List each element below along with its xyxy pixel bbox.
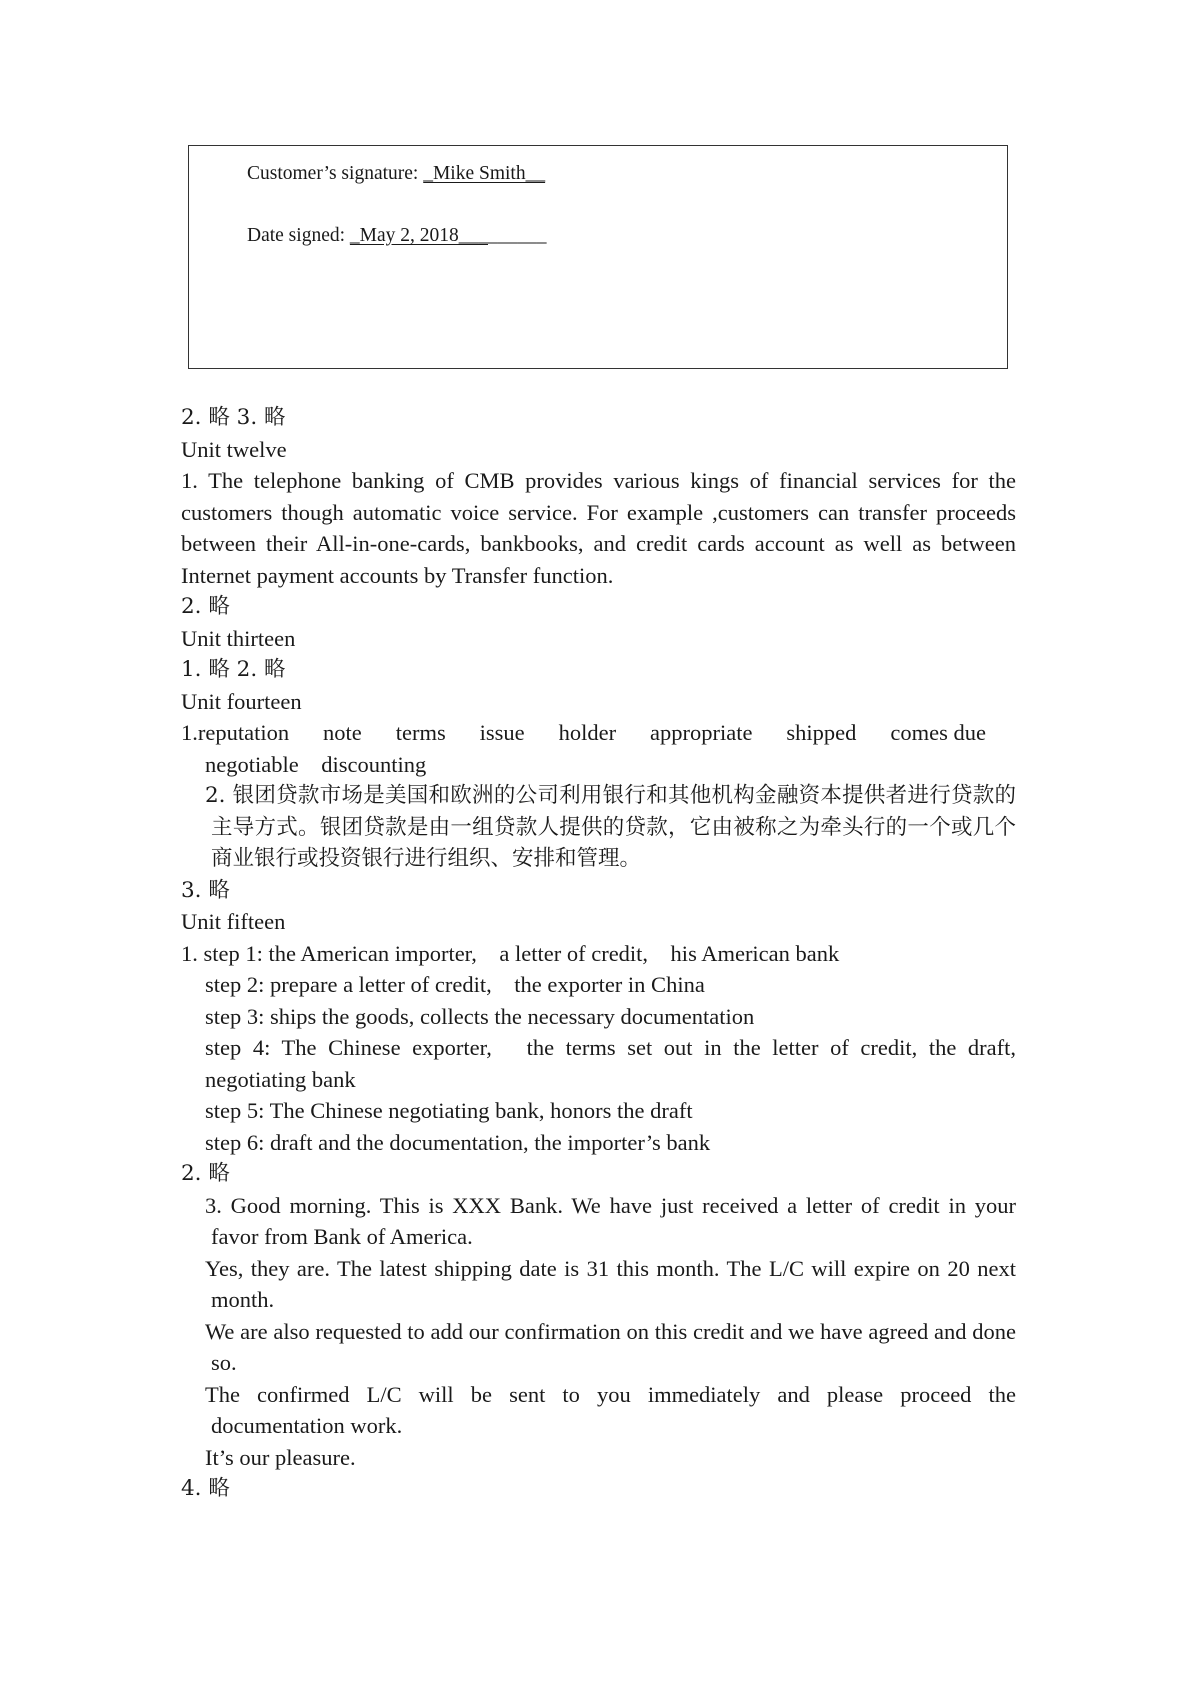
word-item: negotiable — [205, 751, 299, 777]
unit-fifteen-step-4: step 4: The Chinese exporter, the terms set out in the letter of credit, the draft, negotiating bank — [205, 1035, 1022, 1092]
word-prefix: 1.reputation — [181, 720, 290, 745]
customer-signature-line — [247, 162, 545, 186]
unit-fourteen-answer-1-line-2 — [181, 749, 1016, 781]
unit-fifteen-step-6: step 6: draft and the documentation, the importer’s bank — [205, 1129, 711, 1155]
unit-fifteen-dialogue-4: The confirmed L/C will be sent to you immediately and please proceed the documentation work. — [205, 1381, 1016, 1438]
unit-fourteen-heading: Unit fourteen — [181, 688, 302, 714]
signature-box — [188, 145, 1008, 369]
unit-thirteen-heading: Unit thirteen — [181, 625, 296, 651]
unit-fifteen-dialogue-2: Yes, they are. The latest shipping date is 31 this month. The L/C will expire on 20 next month. — [205, 1255, 1016, 1312]
word-item: note — [323, 720, 362, 745]
unit-fourteen-answer-1-line-1 — [181, 717, 1016, 749]
word-item: shipped — [786, 720, 857, 745]
unit-fifteen-heading: Unit fifteen — [181, 909, 286, 934]
unit-thirteen-answers: 1. 略 2. 略 — [181, 657, 286, 682]
date-signed-value: _May 2, 2018___ — [349, 225, 489, 246]
date-signed-line — [247, 224, 547, 248]
unit-twelve-heading: Unit twelve — [181, 436, 287, 462]
unit-fifteen-dialogue-5: It’s our pleasure. — [205, 1444, 356, 1470]
word-item: holder — [558, 720, 617, 745]
customer-signature-value: _Mike Smith__ — [423, 163, 546, 184]
unit-fifteen-dialogue-3: We are also requested to add our confirmation on this credit and we have agreed and done so. — [205, 1318, 1016, 1375]
unit-fifteen-step-1: 1. step 1: the American importer, a letter of credit, his American bank — [181, 940, 840, 966]
unit-fourteen-answer-3: 3. 略 — [181, 877, 230, 903]
word-item: comes due — [890, 720, 986, 745]
document-body — [181, 402, 1022, 1505]
word-item: issue — [479, 720, 525, 745]
word-item: appropriate — [650, 720, 753, 745]
date-signed-trailing-underline: ______ — [488, 225, 547, 246]
customer-signature-label: Customer’s signature: — [247, 163, 419, 184]
unit-fifteen-step-5: step 5: The Chinese negotiating bank, honors the draft — [205, 1098, 693, 1123]
unit-fifteen-answer-2: 2. 略 — [181, 1161, 230, 1186]
unit-eleven-answers-2-3: 2. 略 3. 略 — [181, 405, 286, 430]
unit-twelve-answer-1: 1. The telephone banking of CMB provides various kings of financial services for the customers though automatic voice service. For example ,customers can transfer proceeds between their All-in-one-cards, bankbooks, and credit cards account as well as between Internet payment accounts by Transfer function. — [181, 468, 1016, 588]
unit-fifteen-step-3: step 3: ships the goods, collects the necessary documentation — [205, 1003, 755, 1029]
word-item: discounting — [321, 751, 427, 777]
unit-fifteen-dialogue-1: 3. Good morning. This is XXX Bank. We have just received a letter of credit in your favor from Bank of America. — [205, 1192, 1016, 1249]
unit-twelve-answer-2: 2. 略 — [181, 594, 230, 619]
word-item: terms — [395, 720, 446, 745]
unit-fifteen-answer-4: 4. 略 — [181, 1476, 230, 1501]
unit-fifteen-step-2: step 2: prepare a letter of credit, the exporter in China — [205, 972, 705, 997]
unit-fourteen-answer-2: 2. 银团贷款市场是美国和欧洲的公司利用银行和其他机构金融资本提供者进行贷款的主导方式。银团贷款是由一组贷款人提供的贷款，它由被称之为牵头行的一个或几个商业银行或投资银行进行组织、安排和管理。 — [205, 783, 1016, 871]
date-signed-label: Date signed: — [247, 225, 346, 246]
